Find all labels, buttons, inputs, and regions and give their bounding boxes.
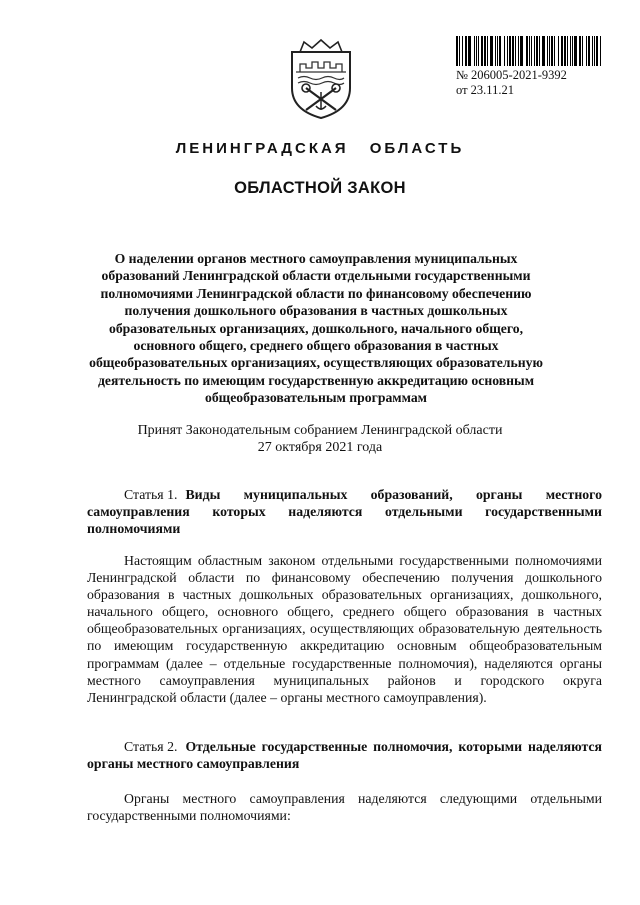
article-label: Статья 2. (124, 739, 178, 754)
barcode (456, 36, 604, 66)
article-label: Статья 1. (124, 487, 178, 502)
registration-number: № 206005-2021-9392 (456, 68, 567, 82)
adoption-note (0, 422, 640, 456)
article-1-heading (87, 486, 602, 537)
region-name: ЛЕНИНГРАДСКАЯ ОБЛАСТЬ (175, 140, 465, 157)
article-2-heading (87, 738, 602, 772)
coat-of-arms-icon (286, 38, 356, 120)
article-2-text: Органы местного самоуправления наделяются следующими отдельными государственными полномочиями: (87, 791, 602, 824)
law-title: О наделении органов местного самоуправления муниципальных образований Ленинградской области отдельными государственными полномочиями Ленинградской области по финансовому обеспечению получения дошкольного образования в частных дошкольных образовательных организациях, дошкольного, начального общего, основного общего, среднего общего образования в частных общеобразовательных организациях, осуществляющих образовательную деятельность по имеющим государственную аккредитацию основным общеобразовательным программам (89, 251, 543, 406)
article-1-text: Настоящим областным законом отдельными государственными полномочиями Ленинградской области по финансовому обеспечению получения дошкольного образования в частных дошкольных образовательных организациях, дошкольного, начального общего, основного общего, среднего общего образования в частных общеобразовательных организациях, осуществляющих образовательную деятельность по имеющим государственную аккредитацию основным общеобразовательным программам (далее – отдельные государственные полномочия), наделяются органы местного самоуправления муниципальных районов и городского округа Ленинградской области (далее – органы местного самоуправления). (87, 553, 602, 705)
article-title: Виды муниципальных образований, органы местного самоуправления которых наделяются отдельными государственными полномочиями (87, 487, 602, 536)
adoption-line: Принят Законодательным собранием Ленинградской области (137, 423, 503, 438)
law-type-heading: ОБЛАСТНОЙ ЗАКОН (234, 179, 406, 197)
registration-stamp (456, 68, 567, 98)
registration-date: от 23.11.21 (456, 83, 514, 97)
article-title: Отдельные государственные полномочия, которыми наделяются органы местного самоуправления (87, 739, 602, 771)
adoption-date: 27 октября 2021 года (257, 440, 383, 455)
